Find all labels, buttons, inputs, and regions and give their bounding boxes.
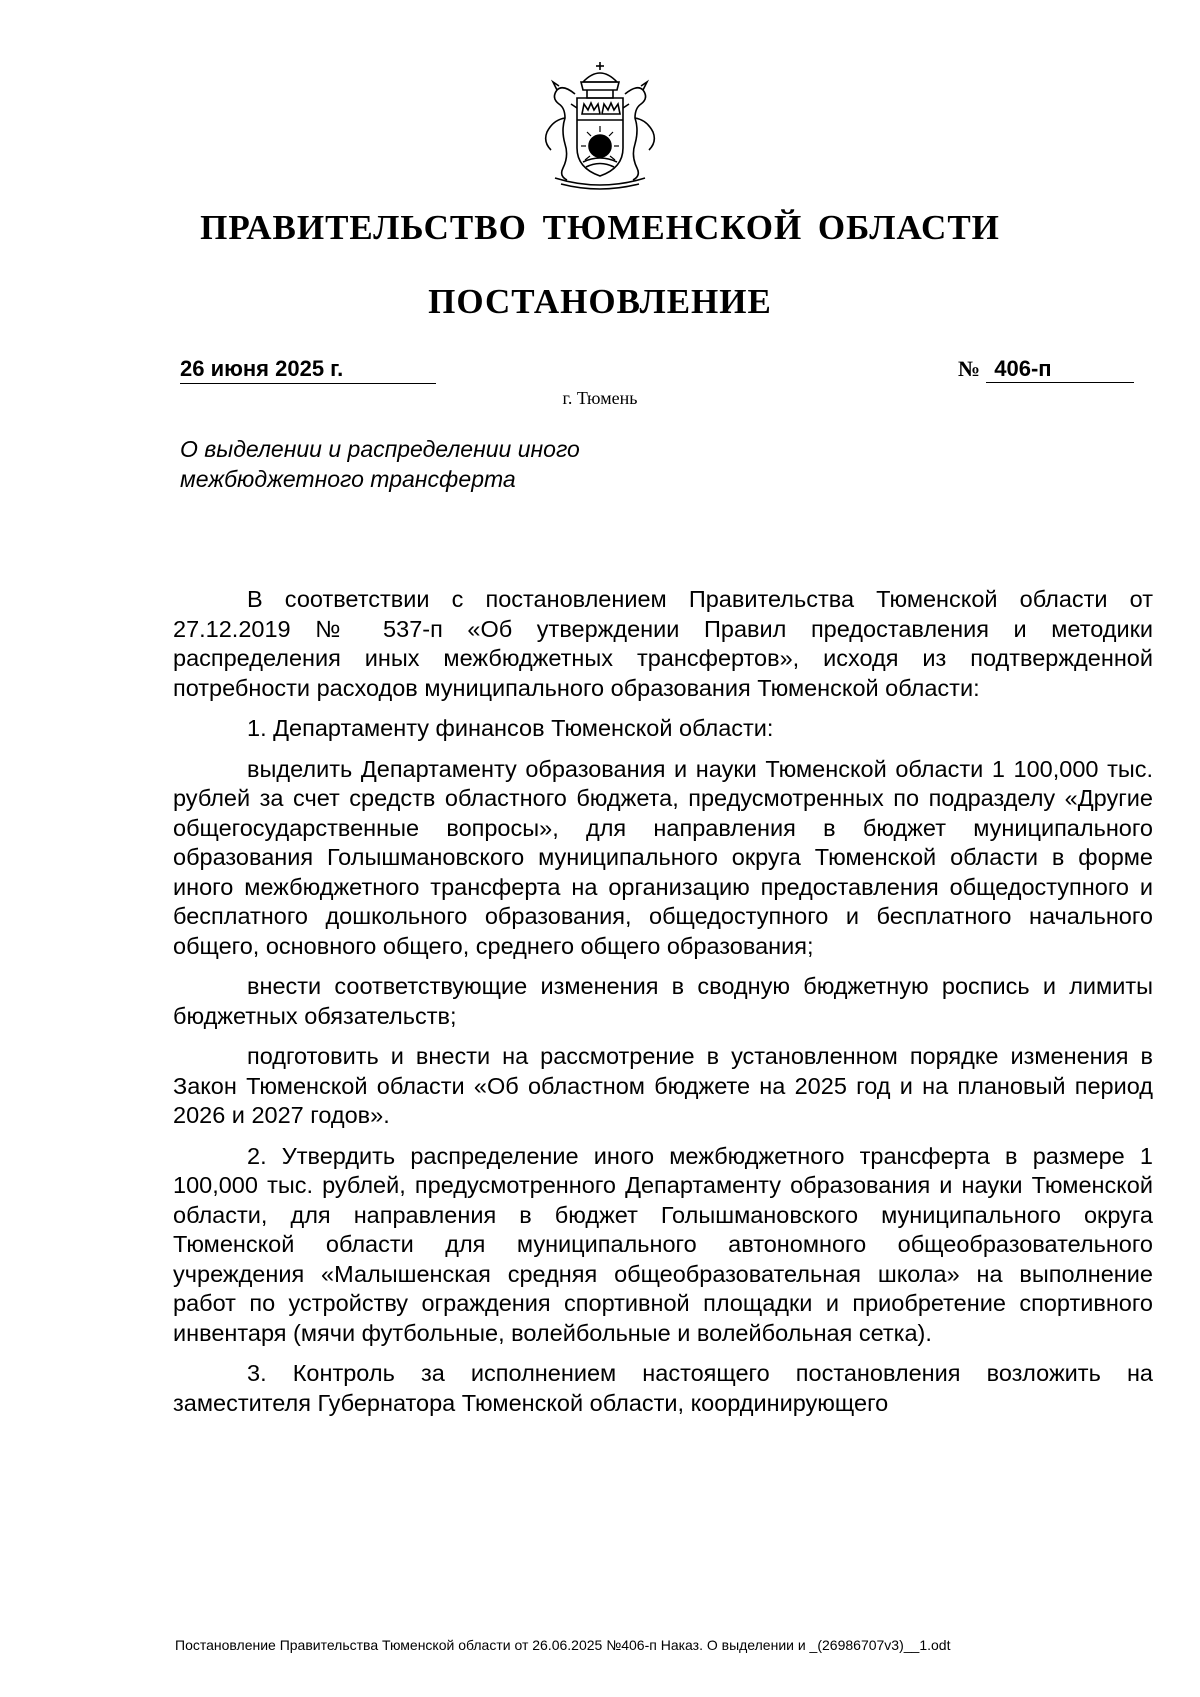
document-subject: О выделении и распределении иного межбюджетного трансферта bbox=[180, 436, 580, 492]
document-date: 26 июня 2025 г. bbox=[180, 356, 436, 384]
body-paragraph: 2. Утвердить распределение иного межбюджетного трансферта в размере 1 100,000 тыс. рублей, предусмотренного Департаменту образования и науки Тюменской области, для направления в бюджет Голышмановского муниципального округа Тюменской области для муниципального автономного общеобразовательного учреждения «Малышенская средняя общеобразовательная школа» на выполнение работ по устройству ограждения спортивной площадки и приобретение спортивного инвентаря (мячи футбольные, волейбольные и волейбольная сетка). bbox=[173, 1142, 1153, 1346]
body-paragraph: выделить Департаменту образования и науки Тюменской области 1 100,000 тыс. рублей за счет средств областного бюджета, предусмотренных по подразделу «Другие общегосударственные вопросы», для направления в бюджет муниципального образования Голышмановского муниципального округа Тюменской области в форме иного межбюджетного трансферта на организацию предоставления общедоступного и бесплатного дошкольного образования, общедоступного и бесплатного начального общего, основного общего, среднего общего образования; bbox=[173, 755, 1153, 959]
document-type-title: ПОСТАНОВЛЕНИЕ bbox=[428, 282, 772, 321]
document-number-field bbox=[958, 356, 1140, 383]
number-sign: № bbox=[958, 356, 981, 381]
document-body bbox=[173, 585, 1153, 1429]
government-title: ПРАВИТЕЛЬСТВО ТЮМЕНСКОЙ ОБЛАСТИ bbox=[200, 208, 1000, 247]
body-paragraph: 1. Департаменту финансов Тюменской области: bbox=[247, 715, 774, 741]
body-paragraph: подготовить и внести на рассмотрение в установленном порядке изменения в Закон Тюменской области «Об областном бюджете на 2025 год и на плановый период 2026 и 2027 годов». bbox=[173, 1043, 1153, 1128]
body-paragraph: 3. Контроль за исполнением настоящего постановления возложить на заместителя Губернатора Тюменской области, координирующего bbox=[173, 1360, 1153, 1416]
tyumen-oblast-coat-of-arms-icon bbox=[525, 60, 675, 190]
body-paragraph: внести соответствующие изменения в сводную бюджетную роспись и лимиты бюджетных обязательств; bbox=[173, 973, 1153, 1029]
body-paragraph: В соответствии с постановлением Правительства Тюменской области от 27.12.2019 № 537-п «Об утверждении Правил предоставления и методики распределения иных межбюджетных трансфертов», исходя из подтвержденной потребности расходов муниципального образования Тюменской области: bbox=[173, 586, 1153, 701]
page-footer: Постановление Правительства Тюменской области от 26.06.2025 №406-п Наказ. О выделении и _(26986707v3)__1.odt bbox=[175, 1637, 951, 1653]
document-number: 406-п bbox=[986, 356, 1134, 383]
document-city: г. Тюмень bbox=[562, 388, 638, 408]
